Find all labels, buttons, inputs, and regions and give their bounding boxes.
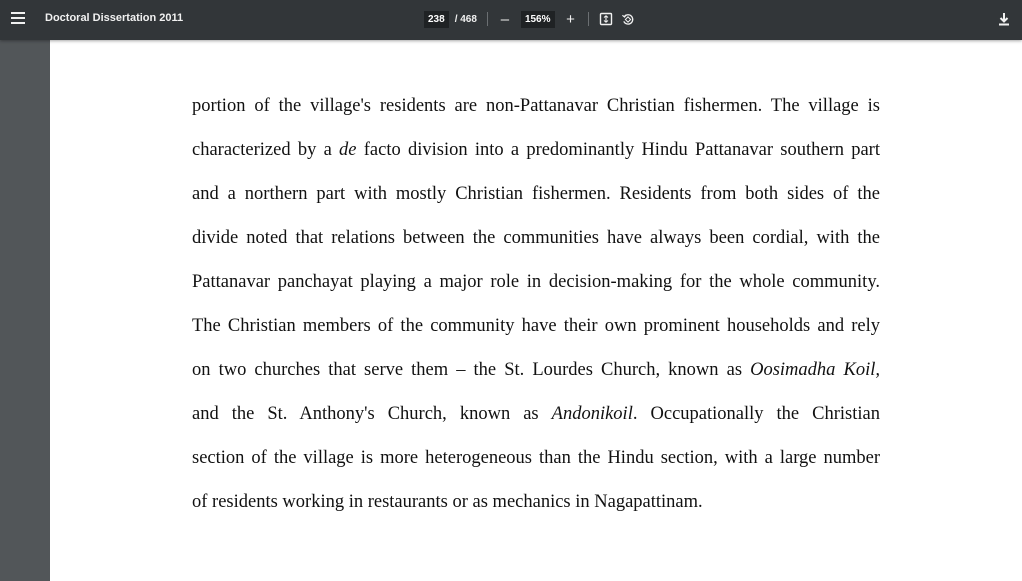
download-icon[interactable] <box>996 11 1012 27</box>
text-span: portion of the village's residents are non-Pattanavar Christian fishermen. The village is <box>192 96 880 116</box>
text-span: The Christian members of the community have their own prominent households and rely <box>192 316 880 336</box>
text-line <box>192 317 880 361</box>
page-total: / 468 <box>454 13 477 25</box>
toolbar-divider <box>487 12 488 26</box>
zoom-out-button[interactable]: – <box>500 10 510 28</box>
text-span: on two churches that serve them – the St. Lourdes Church, known as <box>192 360 751 380</box>
pdf-toolbar <box>0 0 1022 40</box>
rotate-icon[interactable] <box>621 11 635 27</box>
text-span: of residents working in restaurants or as mechanics in Nagapattinam. <box>192 492 703 512</box>
fit-page-icon[interactable] <box>599 11 613 27</box>
document-title: Doctoral Dissertation 2011 <box>45 12 184 24</box>
text-line <box>192 185 880 229</box>
italic-text: Oosimadha Koil, <box>750 360 880 380</box>
text-line <box>192 493 880 537</box>
toolbar-divider <box>588 12 589 26</box>
zoom-in-button[interactable]: + <box>566 10 575 28</box>
text-line <box>192 273 880 317</box>
text-line <box>192 449 880 493</box>
pdf-page <box>50 40 1022 581</box>
text-line <box>192 405 880 449</box>
text-span: and a northern part with mostly Christian fishermen. Residents from both sides of the <box>192 184 880 204</box>
text-span: divide noted that relations between the communities have always been cordial, with the <box>192 228 880 248</box>
text-span: and the St. Anthony's Church, known as <box>192 404 552 424</box>
text-span: . Occupationally the Christian <box>632 404 880 424</box>
page-number-input[interactable]: 238 <box>424 11 449 28</box>
text-span: Pattanavar panchayat playing a major role in decision-making for the whole community. <box>192 272 880 292</box>
text-span: characterized by a <box>192 140 340 160</box>
sidebar-gutter <box>0 40 50 581</box>
text-line <box>192 141 880 185</box>
text-line <box>192 97 880 141</box>
text-line <box>192 229 880 273</box>
document-body-text <box>192 97 880 537</box>
text-span: section of the village is more heterogeneous than the Hindu section, with a large number <box>192 448 880 468</box>
text-span: facto division into a predominantly Hindu Pattanavar southern part <box>356 140 880 160</box>
page-zoom-controls <box>424 8 635 30</box>
zoom-level-input[interactable]: 156% <box>521 11 555 28</box>
text-line <box>192 361 880 405</box>
italic-text: Andonikoil <box>551 404 633 424</box>
italic-text: de <box>339 140 357 160</box>
menu-icon[interactable] <box>11 12 25 26</box>
